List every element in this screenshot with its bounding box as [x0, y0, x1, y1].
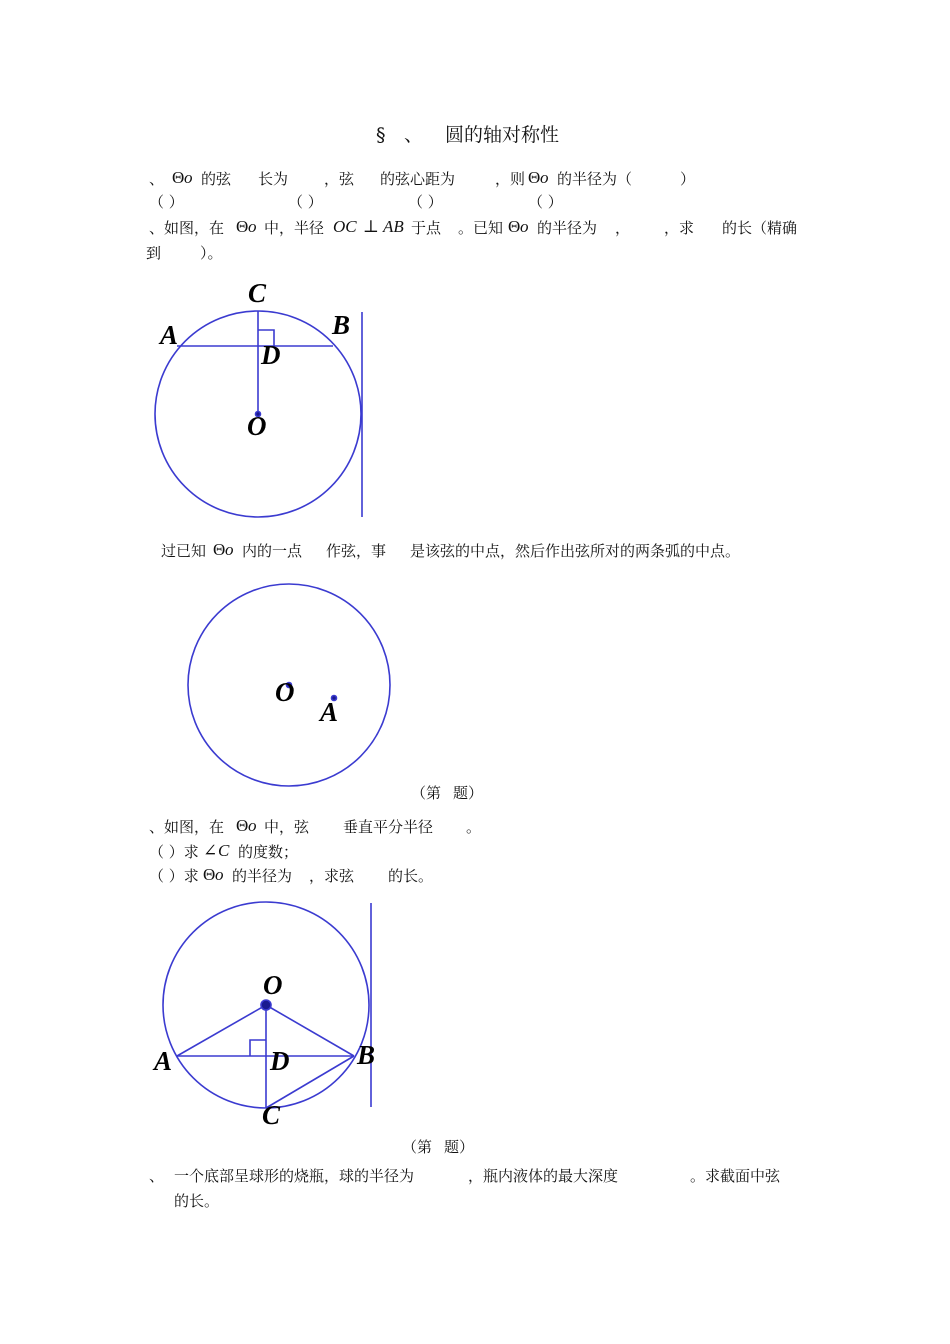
figure-3 — [163, 902, 371, 1108]
q5-text-4: 。求截面中弦 — [690, 1167, 781, 1185]
label-a: A — [154, 1046, 173, 1076]
label-b: B — [357, 1040, 376, 1070]
q2-text-4: 。已知 — [458, 219, 504, 237]
circle-symbol: Θ — [528, 168, 541, 187]
q1-number-sep: 、 — [149, 170, 165, 188]
page-title: 圆的轴对称性 — [445, 124, 560, 146]
label-c: C — [262, 1100, 281, 1130]
q5-text-3: ，瓶内液体的最大深度 — [468, 1167, 619, 1185]
q2-text-5: 的半径为 — [537, 219, 598, 237]
q4-sub2-text-3: ，求弦 — [309, 867, 355, 885]
figure-2-caption-left: （第 — [411, 784, 442, 802]
q4-sub2-text-1: （ ）求 — [149, 867, 199, 885]
title-separator: 、 — [404, 124, 424, 146]
q2-text-2: 中，半径 — [264, 219, 325, 237]
option-d: （ ） — [528, 193, 563, 211]
label-d: D — [270, 1046, 290, 1076]
figure-2-caption-right: 题） — [453, 784, 484, 802]
label-d: D — [261, 340, 281, 370]
q2-text-7: ，求 — [664, 219, 695, 237]
q4-sub2-text-4: 的长。 — [388, 867, 434, 885]
option-a: （ ） — [149, 193, 184, 211]
q3-text-1: 过已知 — [161, 542, 207, 560]
q3-text-2: 内的一点 — [242, 542, 303, 560]
figure-3-caption-left: （第 — [402, 1138, 433, 1156]
q2-text-6: ， — [615, 219, 631, 237]
q5-text-2: 一个底部呈球形的烧瓶，球的半径为 — [174, 1167, 415, 1185]
label-o: O — [275, 677, 295, 707]
segment-oa — [177, 1005, 266, 1056]
perpendicular-symbol: ⊥ — [363, 217, 379, 236]
q4-text-3: 垂直平分半径 — [343, 818, 434, 836]
q3-text-3: 作弦，事 — [326, 542, 387, 560]
q2-text-10: ）。 — [200, 244, 223, 262]
q1-text-6: 的半径为（ — [557, 170, 633, 188]
circle-o: o — [540, 168, 549, 187]
option-b: （ ） — [288, 193, 323, 211]
label-o: O — [263, 970, 283, 1000]
angle-c: C — [218, 841, 230, 860]
q1-text-2: 长为 — [258, 170, 289, 188]
q1-text-7: ） — [680, 170, 696, 188]
circle-symbol: Θ — [213, 540, 226, 559]
q1-text-4: 的弦心距为 — [380, 170, 456, 188]
label-c: C — [248, 278, 267, 308]
segment-oc: OC — [333, 217, 357, 236]
circle-o: o — [520, 217, 529, 236]
circle-o: o — [248, 816, 257, 835]
label-a: A — [160, 320, 179, 350]
right-angle-mark — [250, 1040, 266, 1056]
q1-text-3: ，弦 — [324, 170, 355, 188]
center-point — [261, 1000, 271, 1010]
q4-sub1-text-2: 的度数； — [238, 843, 299, 861]
q1-text-5: ，则 — [495, 170, 526, 188]
q4-sub2-text-2: 的半径为 — [232, 867, 293, 885]
q2-text-8: 的长（精确 — [722, 219, 798, 237]
circle-o: o — [215, 865, 224, 884]
q5-text-5: 的长。 — [174, 1192, 220, 1210]
segment-ab: AB — [383, 217, 404, 236]
option-c: （ ） — [408, 193, 443, 211]
circle-symbol: Θ — [236, 217, 249, 236]
circle-symbol: Θ — [172, 168, 185, 187]
q2-text-3: 于点 — [411, 219, 442, 237]
circle-o: o — [248, 217, 257, 236]
circle-symbol: Θ — [236, 816, 249, 835]
q2-text-9: 到 — [146, 244, 162, 262]
label-b: B — [332, 310, 351, 340]
circle-o: o — [184, 168, 193, 187]
label-a: A — [320, 697, 339, 727]
q5-text-1: 、 — [149, 1167, 165, 1185]
q4-text-1: 、如图，在 — [149, 818, 225, 836]
q4-text-4: 。 — [466, 818, 482, 836]
figure-3-caption-right: 题） — [444, 1138, 475, 1156]
q2-text-1: 、如图，在 — [149, 219, 225, 237]
circle-o: o — [225, 540, 234, 559]
q4-sub1-text-1: （ ）求 — [149, 843, 199, 861]
label-o: O — [247, 411, 267, 441]
q3-text-4: 是该弦的中点，然后作出弦所对的两条弧的中点。 — [410, 542, 741, 560]
angle-symbol: ∠ — [203, 841, 218, 860]
circle-symbol: Θ — [203, 865, 216, 884]
q4-text-2: 中，弦 — [264, 818, 310, 836]
section-symbol: § — [376, 124, 386, 146]
q1-text-1: 的弦 — [201, 170, 232, 188]
circle-symbol: Θ — [508, 217, 521, 236]
